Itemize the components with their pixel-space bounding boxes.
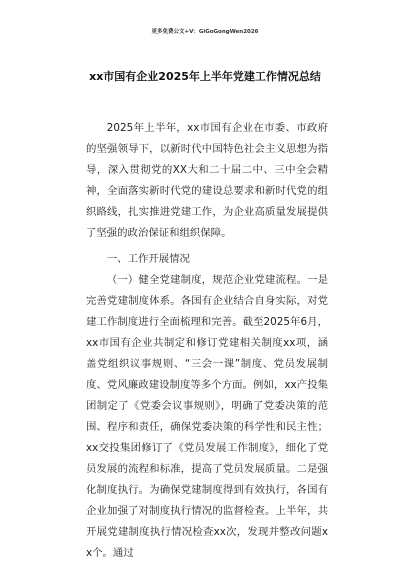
- intro-paragraph-block: [86, 118, 328, 244]
- intro-paragraph: 2025年上半年，xx市国有企业在市委、市政府的坚强领导下，以新时代中国特色社会主义思想为指导，深入贯彻党的XX大和二十届二中、三中全会精神，全面落实新时代党的建设总要求和新时代党的组织路线，扎实推进党建工作，为企业高质量发展提供了坚强的政治保证和组织保障。: [86, 122, 328, 239]
- section-body-paragraph: （一）健全党建制度，规范企业党建流程。一是完善党建制度体系。各国有企业结合自身实际，对党建工作制度进行全面梳理和完善。截至2025年6月，xx市国有企业共制定和修订党建相关制度xx项，涵盖党组织议事规则、“三会一课”制度、党员发展制度、党风廉政建设制度等多个方面。例如，xx产投集团制定了《党委会议事规则》，明确了党委决策的范围、程序和责任，确保党委决策的科学性和民主性；xx交投集团修订了《党员发展工作制度》，细化了党员发展的流程和标准，提高了党员发展质量。二是强化制度执行。为确保党建制度得到有效执行，各国有企业加强了对制度执行情况的监督检查。上半年，共开展党建制度执行情况检查xx次，发现并整改问题xx个。通过: [86, 274, 328, 559]
- document-title: xx市国有企业2025年上半年党建工作情况总结: [89, 70, 321, 83]
- header-promo-note: 更多免费公文+V：GiGoGongWen2026: [151, 29, 259, 35]
- section-heading: 一、工作开展情况: [106, 253, 190, 265]
- section-heading-block: [86, 249, 328, 270]
- section-body-block: [86, 270, 328, 564]
